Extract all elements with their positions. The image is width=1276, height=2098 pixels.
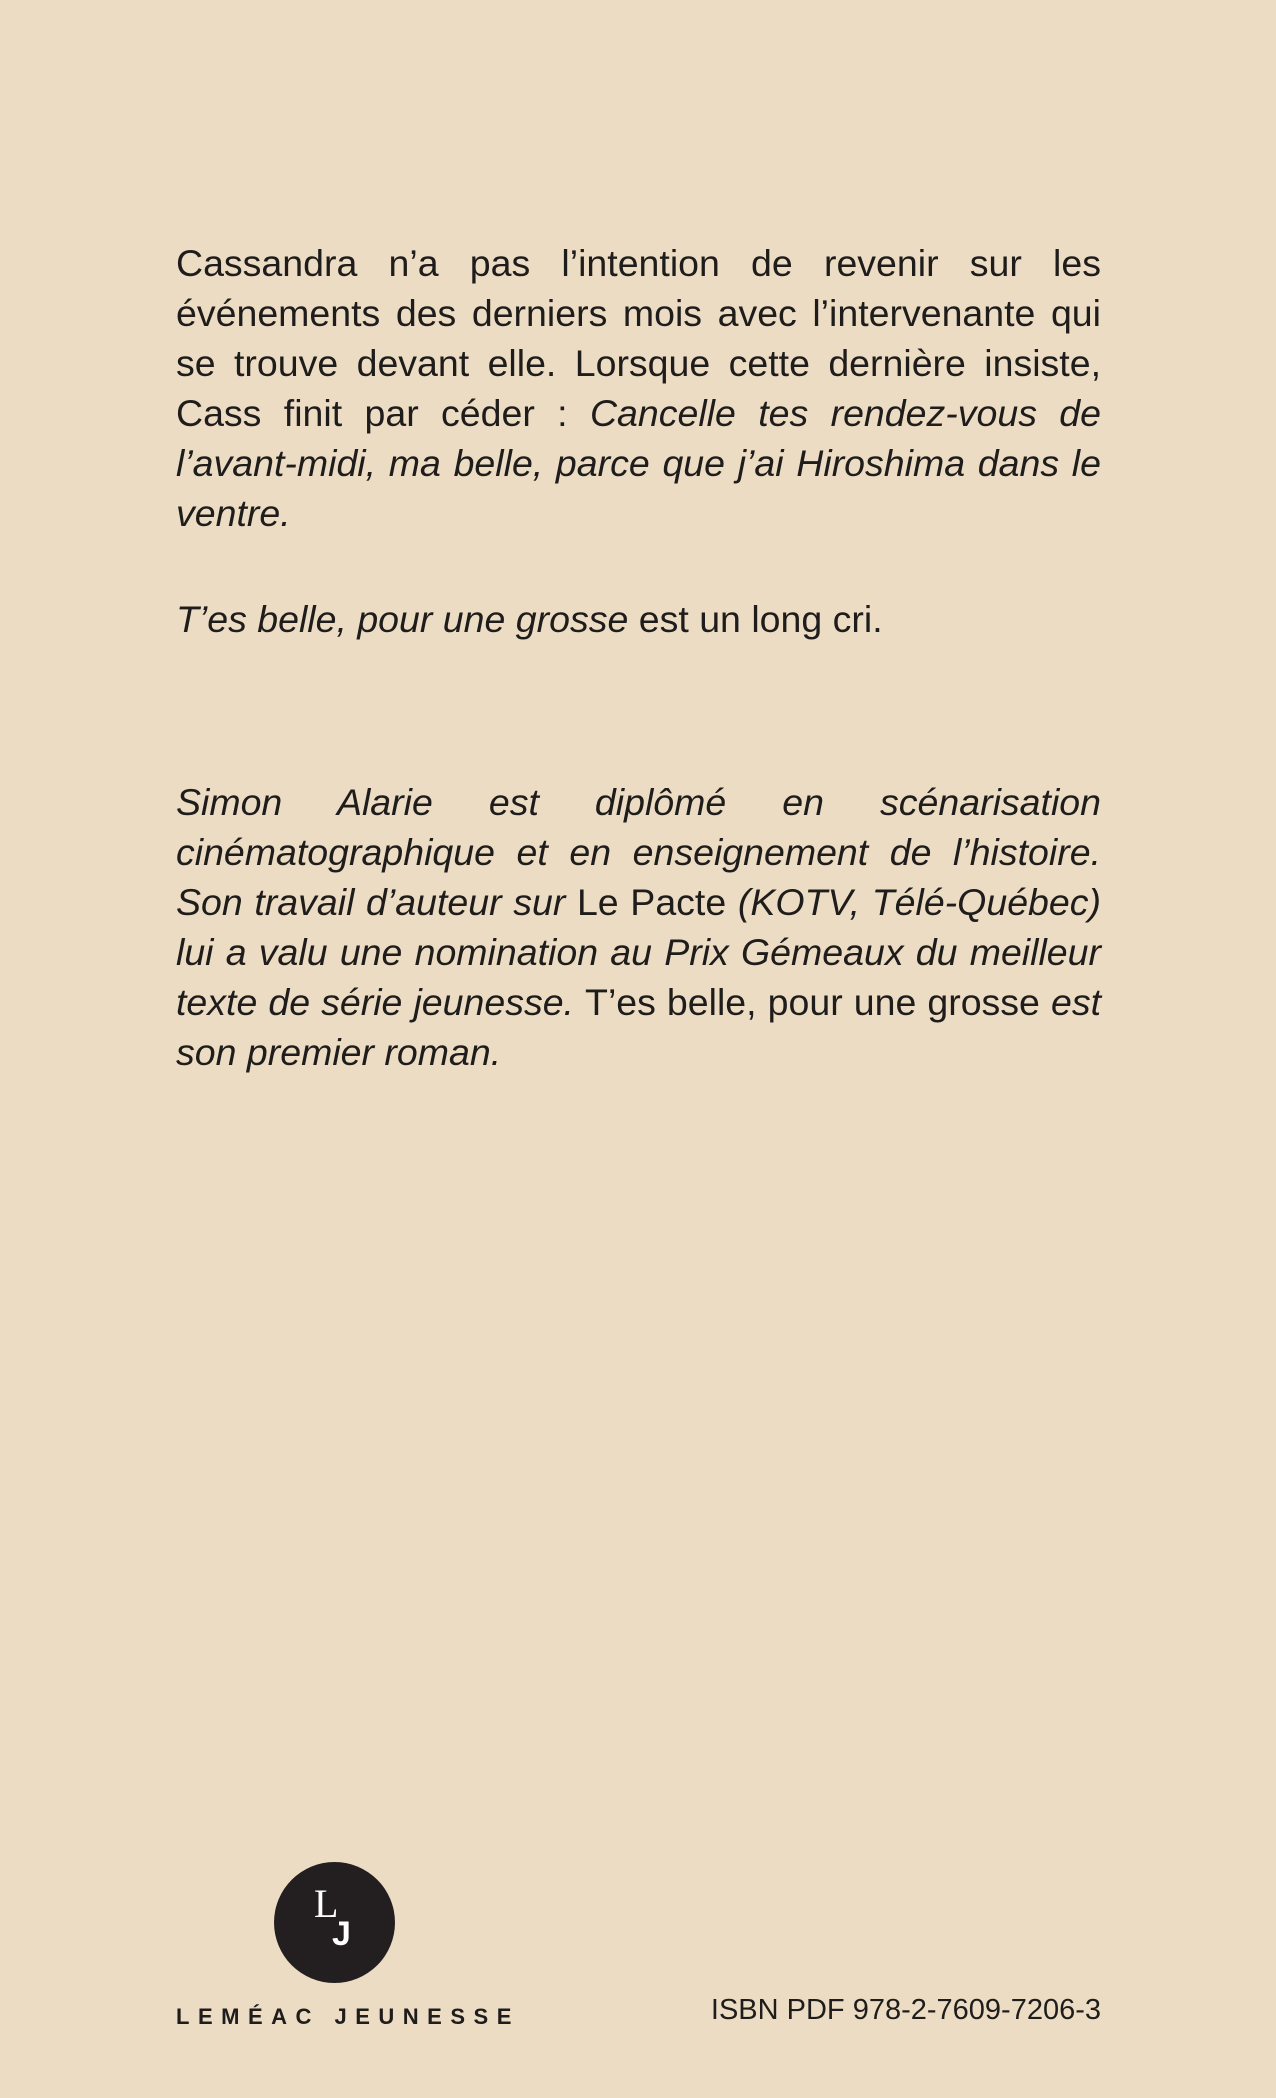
tagline-paragraph — [176, 594, 1101, 644]
synopsis-quote: Cancelle tes rendez-vous de l’avant-midi, ma belle, parce que j’ai Hiroshima dans le ventre. — [176, 392, 1101, 534]
tagline-title: T’es belle, pour une grosse — [176, 598, 629, 640]
logo-letter-j: J — [332, 1915, 351, 1953]
publisher-logo — [274, 1862, 395, 1983]
synopsis-paragraph — [176, 238, 1101, 538]
synopsis-text: Cassandra n’a pas l’intention de revenir sur les événements des derniers mois avec l’intervenante qui se trouve devant elle. Lorsque cette dernière insiste, Cass finit par céder : — [176, 242, 1101, 434]
bio-book-title: T’es belle, pour une grosse — [585, 981, 1040, 1023]
isbn-label: ISBN PDF 978-2-7609-7206-3 — [710, 1994, 1101, 2026]
publisher-name: LEMÉAC JEUNESSE — [176, 2004, 520, 2029]
bio-part1: Simon Alarie est diplômé en scénarisation cinématographique et en enseignement de l’histoire. Son travail d’auteur sur — [176, 781, 1101, 923]
author-bio — [176, 777, 1101, 1077]
tagline-rest: est un long cri. — [628, 598, 883, 640]
bio-show-title: Le Pacte — [576, 881, 727, 923]
bio-part3: est son premier roman. — [176, 981, 1101, 1073]
logo-letter-l: L — [314, 1881, 339, 1926]
bio-part2: (KOTV, Télé-Québec) lui a valu une nomination au Prix Gémeaux du meilleur texte de série jeunesse. — [176, 881, 1102, 1023]
